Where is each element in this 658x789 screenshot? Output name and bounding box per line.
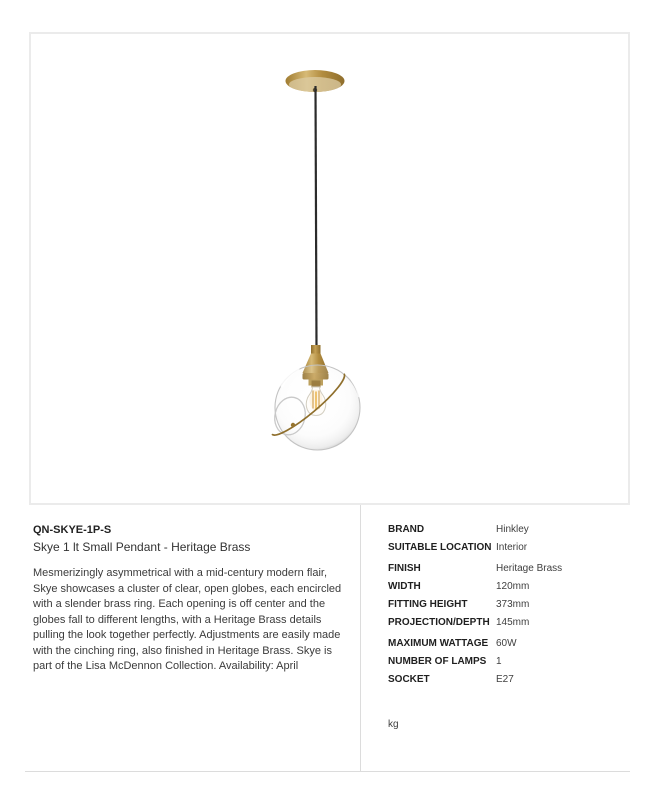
spec-value: 145mm [496, 617, 530, 628]
ring-cinch-knob [291, 423, 295, 427]
spec-value: 120mm [496, 581, 530, 592]
product-image-panel [29, 32, 630, 505]
product-title: Skye 1 lt Small Pendant - Heritage Brass [33, 540, 251, 554]
spec-row-projection-depth [388, 616, 630, 629]
spec-label: NUMBER OF LAMPS [388, 656, 487, 667]
product-details-section [25, 505, 630, 772]
spec-row-number-of-lamps [388, 655, 630, 668]
spec-value: E27 [496, 674, 514, 685]
spec-row-finish [388, 562, 630, 575]
spec-label: MAXIMUM WATTAGE [388, 638, 489, 649]
spec-label: WIDTH [388, 581, 421, 592]
spec-value: Hinkley [496, 524, 529, 535]
product-description: Mesmerizingly asymmetrical with a mid-century modern flair, Skye showcases a cluster of clear, open globes, each encircled with a slender brass ring. Each opening is off center and the globes fall to different lengths, with a Heritage Brass details pulling the look together perfectly. Adjustments are easily made with the cinching ring, also finished in Heritage Brass. Skye is part of the Lisa McDennon Collection. Availability: April [33, 567, 342, 672]
spec-table [360, 505, 630, 771]
spec-label: PROJECTION/DEPTH [388, 617, 490, 628]
spec-label: FINISH [388, 563, 421, 574]
spec-value: Heritage Brass [496, 563, 563, 574]
spec-row-fitting-height [388, 598, 630, 611]
spec-value: Interior [496, 542, 528, 553]
spec-label: BRAND [388, 524, 425, 535]
product-info [25, 505, 360, 771]
pendant-photo [31, 34, 628, 503]
spec-value: 60W [496, 638, 517, 649]
spec-row-brand [388, 523, 630, 536]
spec-value: 373mm [496, 599, 530, 610]
spec-row-suitable-location [388, 541, 630, 554]
spec-row-socket [388, 673, 630, 686]
product-sku: QN-SKYE-1P-S [33, 524, 112, 536]
spec-label: FITTING HEIGHT [388, 599, 468, 610]
spec-row-width [388, 580, 630, 593]
spec-row-maximum-wattage [388, 637, 630, 650]
spec-value: 1 [496, 656, 502, 667]
cord [316, 86, 317, 347]
weight-unit: kg [388, 719, 399, 730]
spec-label: SOCKET [388, 674, 430, 685]
spec-label: SUITABLE LOCATION [388, 542, 492, 553]
